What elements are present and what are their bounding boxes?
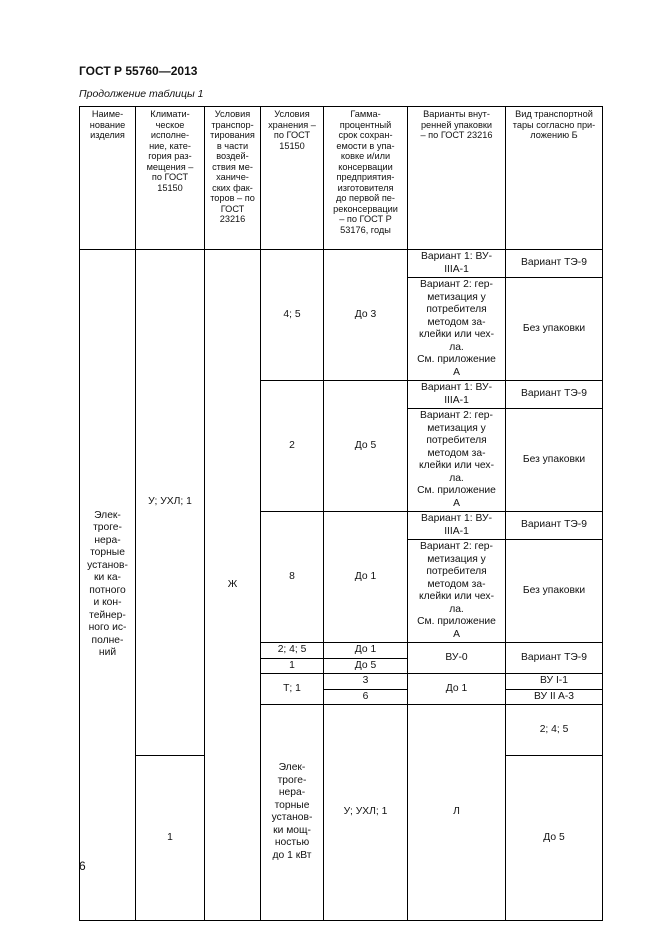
tare-cell: Без упаковки: [506, 278, 603, 381]
table-continuation-caption: Продолжение таблицы 1: [79, 88, 204, 100]
table-header-row: [80, 107, 603, 250]
climate-cell: У; УХЛ; 1: [136, 250, 205, 756]
variant-cell: ВУ-0: [408, 643, 506, 674]
term-cell: До 1: [324, 512, 408, 643]
document-title: ГОСТ Р 55760—2013: [79, 64, 198, 78]
storage-cell: 4; 5: [261, 250, 324, 381]
transport-cell: Л: [408, 705, 506, 921]
product-name-cell: Элек- троге- нера- торные установ- ки мощ- ностью до 1 кВт: [261, 705, 324, 921]
variant-cell: Вариант 1: ВУ- IIIA-1: [408, 512, 506, 540]
variant-cell: Вариант 1: ВУ- IIIA-1: [408, 381, 506, 409]
variant-cell: ВУ II A-3: [506, 689, 603, 705]
storage-cell: 8: [261, 512, 324, 643]
packaging-table: [79, 106, 603, 921]
storage-cell: 1: [261, 658, 324, 674]
tare-cell: Вариант ТЭ-9: [506, 512, 603, 540]
variant-cell: Вариант 2: гер- метизация у потребителя методом за- клейки или чех- ла. См. приложение А: [408, 409, 506, 512]
term-cell: До 5: [324, 381, 408, 512]
variant-cell: ВУ I-1: [506, 674, 603, 690]
tare-cell: Вариант ТЭ-9: [506, 643, 603, 674]
variant-cell: Вариант 2: гер- метизация у потребителя методом за- клейки или чех- ла. См. приложение А: [408, 278, 506, 381]
storage-cell: 2; 4; 5: [261, 643, 324, 659]
page-number: 6: [79, 859, 86, 873]
variant-cell: Вариант 2: гер- метизация у потребителя методом за- клейки или чех- ла. См. приложение А: [408, 540, 506, 643]
climate-cell: У; УХЛ; 1: [324, 705, 408, 921]
tare-cell: Вариант ТЭ-9: [506, 381, 603, 409]
climate-cell: Т; 1: [261, 674, 324, 705]
header-transport: Условия транспор- тирования в части воздей- ствия ме- ханиче- ских фак- торов – по ГОСТ 23216: [205, 107, 261, 250]
header-transport-tare: Вид транспортной тары согласно при- ложению Б: [506, 107, 603, 250]
header-inner-packaging: Варианты внут- ренней упаковки – по ГОСТ 23216: [408, 107, 506, 250]
transport-cell: Ж: [205, 250, 261, 921]
variant-cell: Вариант 1: ВУ- IIIA-1: [408, 250, 506, 278]
term-cell: До 5: [324, 658, 408, 674]
tare-cell: Без упаковки: [506, 540, 603, 643]
storage-cell: 2; 4; 5: [506, 705, 603, 756]
storage-cell: 1: [136, 756, 205, 920]
storage-cell: 6: [324, 689, 408, 705]
header-climate: Климати- ческое исполне- ние, кате- гория раз- мещения – по ГОСТ 15150: [136, 107, 205, 250]
term-cell: До 1: [324, 643, 408, 659]
header-storage: Условия хранения – по ГОСТ 15150: [261, 107, 324, 250]
storage-cell: 2: [261, 381, 324, 512]
storage-cell: 3: [324, 674, 408, 690]
tare-cell: Вариант ТЭ-9: [506, 250, 603, 278]
term-cell: До 1: [408, 674, 506, 705]
header-product-name: Наиме- нование изделия: [80, 107, 136, 250]
header-shelf-life: Гамма- процентный срок сохран- емости в упа- ковке и/или консервации предприятия- изготовителя до первой пе- реконсервации – по ГОСТ Р 53176, годы: [324, 107, 408, 250]
table-row: [80, 250, 603, 278]
product-name-cell: Элек- троге- нера- торные установ- ки ка- потного и кон- тейнер- ного ис- полне- ний: [80, 250, 136, 921]
term-cell: До 3: [324, 250, 408, 381]
tare-cell: Без упаковки: [506, 409, 603, 512]
term-cell: До 5: [506, 756, 603, 920]
